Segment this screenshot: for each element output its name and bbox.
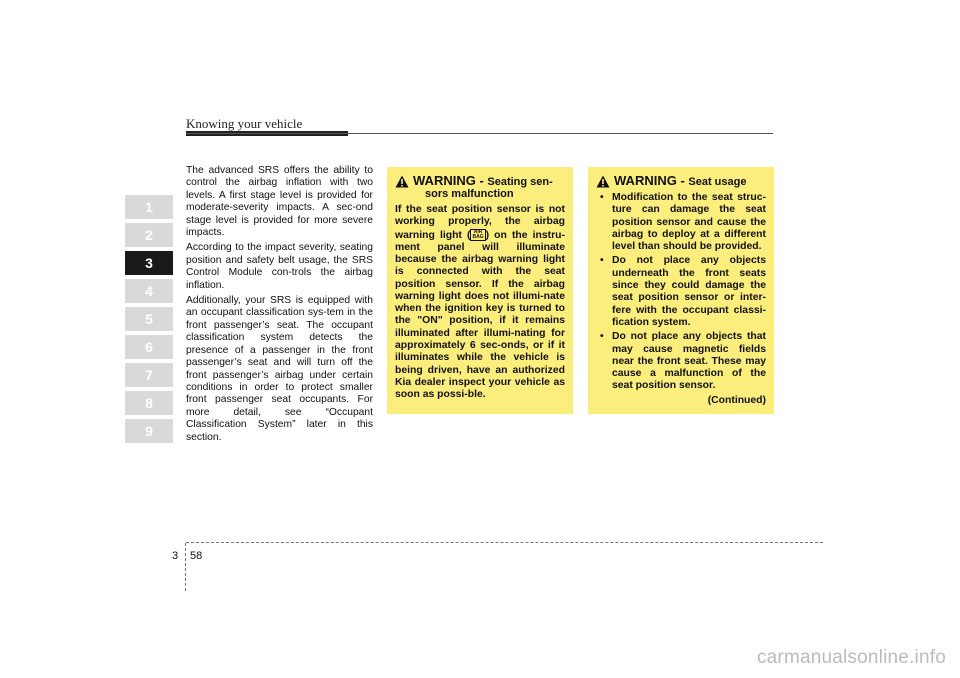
list-item bbox=[596, 255, 766, 329]
warning-text-part2: ) on the instru-ment panel will illuminate because the airbag warning light is connected with the seat position sensor. If the airbag warning light does not illumi-nate when the ignition key is turned to the "ON" position, if it remains illuminated after illumi-nating for approximately 6 sec-onds, or if it illuminates while the vehicle is being driven, have an authorized Kia dealer inspect your vehicle as soon as possi-ble. bbox=[395, 229, 565, 401]
bullet: • bbox=[600, 255, 604, 267]
list-item-text: Modification to the seat struc-ture can damage the seat position sensor and cause the airbag to deploy at a different level than should be provided. bbox=[612, 192, 766, 253]
chapter-tab-6[interactable]: 6 bbox=[125, 335, 173, 359]
footer-rule bbox=[186, 542, 823, 543]
warning-title: Seat usage bbox=[688, 176, 747, 188]
header-rule bbox=[186, 133, 773, 134]
warning-label: WARNING - bbox=[614, 173, 689, 188]
page-header-title: Knowing your vehicle bbox=[186, 116, 303, 131]
bullet: • bbox=[600, 192, 604, 203]
main-body-text bbox=[186, 165, 373, 447]
warning-triangle-icon bbox=[596, 175, 610, 188]
watermark-text: carmanualsonline.info bbox=[756, 647, 946, 668]
body-paragraph-1: The advanced SRS offers the ability to control the airbag inflation with two levels. A first stage level is provided for moderate-severity impacts. A sec-ond stage level is provided for more severe impacts. bbox=[186, 165, 373, 239]
airbag-icon-line2: BAG bbox=[472, 233, 484, 240]
continued-label: (Continued) bbox=[707, 394, 766, 406]
chapter-tab-1[interactable]: 1 bbox=[125, 195, 173, 219]
warning-title: Seating sen- bbox=[487, 176, 553, 188]
warning-box-seating-sensors bbox=[387, 167, 573, 414]
warning-body bbox=[588, 188, 774, 413]
warning-list bbox=[596, 192, 766, 393]
footer-page-number: 58 bbox=[190, 550, 203, 562]
warning-box-seat-usage bbox=[588, 167, 774, 414]
warning-label: WARNING - bbox=[413, 173, 488, 188]
list-item-text: Do not place any objects underneath the front seats since they could damage the seat position sensor or inter-fere with the occupant classi-fication system. bbox=[612, 255, 766, 328]
list-item bbox=[596, 331, 766, 392]
chapter-tab-4[interactable]: 4 bbox=[125, 279, 173, 303]
airbag-icon-line1: AIR bbox=[473, 228, 483, 235]
chapter-tab-7[interactable]: 7 bbox=[125, 363, 173, 387]
warning-subtitle: sors malfunction bbox=[425, 188, 514, 200]
chapter-tab-5[interactable]: 5 bbox=[125, 307, 173, 331]
warning-heading bbox=[588, 167, 774, 188]
list-item bbox=[596, 192, 766, 253]
airbag-warning-icon bbox=[470, 229, 485, 241]
body-paragraph-3: Additionally, your SRS is equipped with an occupant classification sys-tem in the front passenger’s seat. The occupant classification system detects the presence of a passenger in the front passenger’s seat and will turn off the front passenger’s airbag under certain conditions in order to protect smaller front passenger seat occupants. For more detail, see “Occupant Classification System” later in this section. bbox=[186, 295, 373, 443]
chapter-tabs bbox=[125, 195, 173, 447]
chapter-tab-9[interactable]: 9 bbox=[125, 419, 173, 443]
chapter-tab-2[interactable]: 2 bbox=[125, 223, 173, 247]
footer-divider bbox=[185, 543, 186, 591]
warning-triangle-icon bbox=[395, 175, 409, 188]
bullet: • bbox=[600, 331, 604, 343]
warning-heading bbox=[387, 167, 573, 200]
footer-chapter-number: 3 bbox=[172, 550, 179, 562]
chapter-tab-8[interactable]: 8 bbox=[125, 391, 173, 415]
warning-body bbox=[387, 200, 573, 408]
chapter-tab-3[interactable]: 3 bbox=[125, 251, 173, 275]
warning-text-part1: If the seat position sensor is not working properly, the airbag warning light ( bbox=[395, 204, 565, 241]
body-paragraph-2: According to the impact severity, seating position and safety belt usage, the SRS Control Module con-trols the airbag inflation. bbox=[186, 242, 373, 291]
list-item-text: Do not place any objects that may cause magnetic fields near the front seat. These may cause a malfunction of the seat position sensor. bbox=[612, 331, 766, 392]
